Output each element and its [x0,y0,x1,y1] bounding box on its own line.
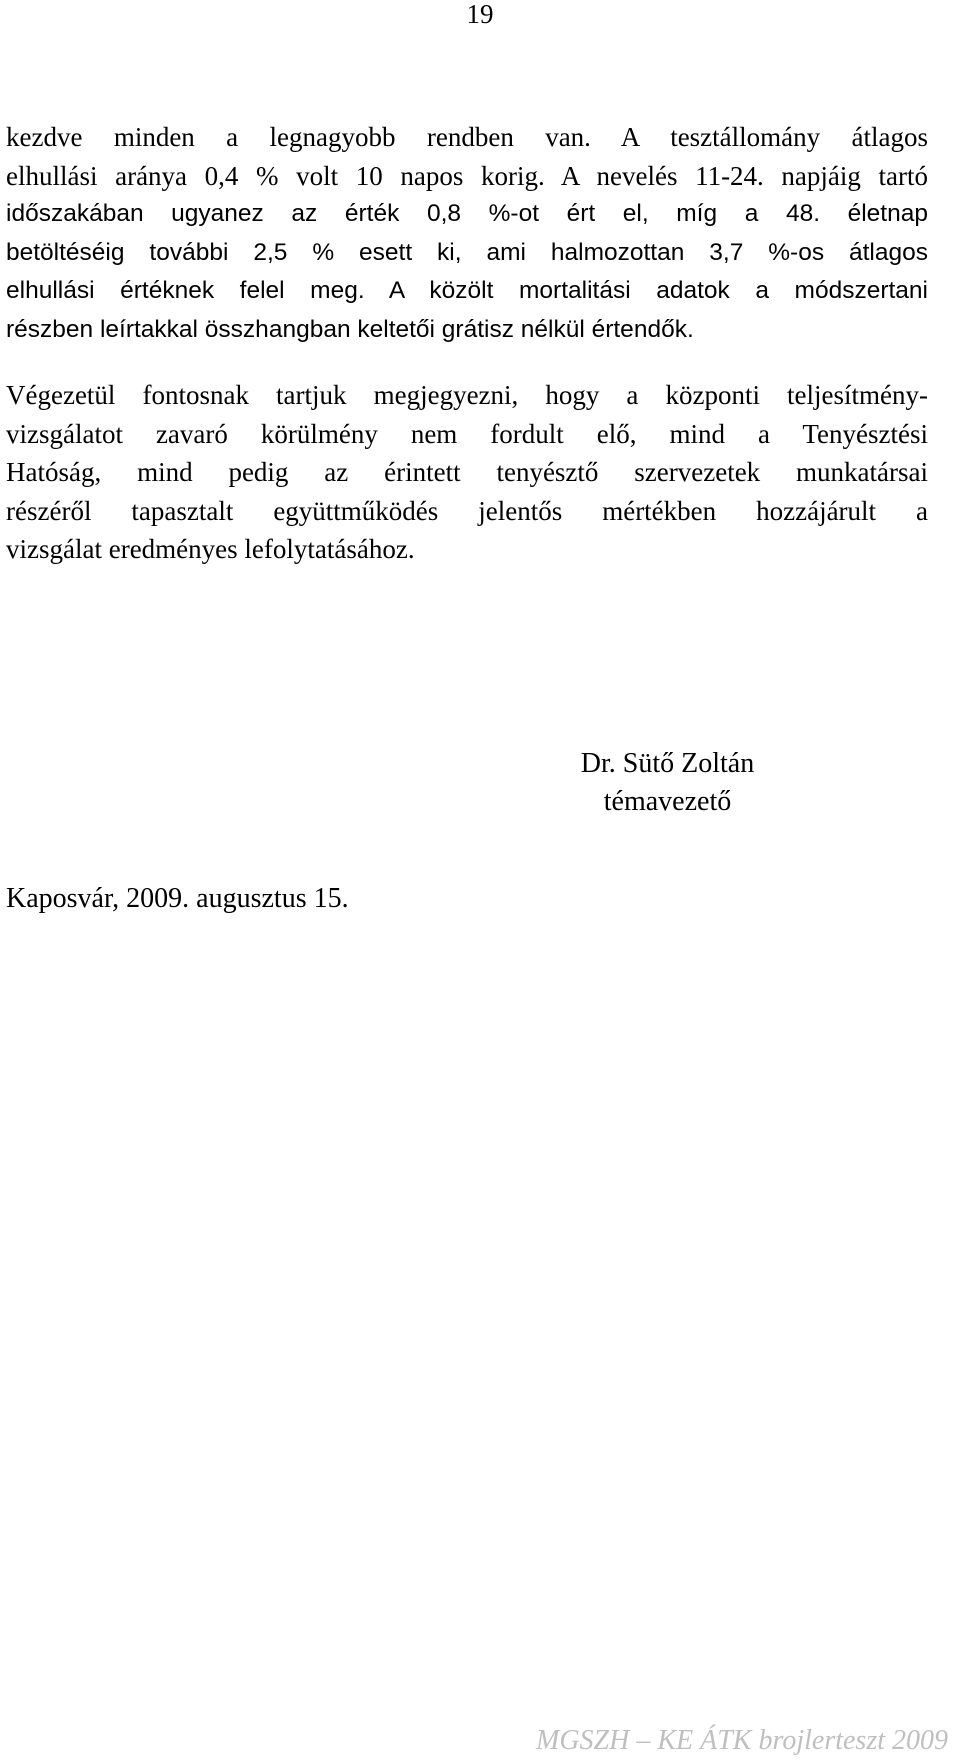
paragraph-line: elhullási értéknek felel meg. A közölt mortalitási adatok a módszertani [6,277,928,304]
paragraph-line: kezdve minden a legnagyobb rendben van. A tesztállomány átlagos [6,122,928,152]
paragraph-line: vizsgálat eredményes lefolytatásához. [6,534,415,564]
paragraph-mortality [6,118,928,349]
footer: MGSZH – KE ÁTK brojlerteszt 2009 [536,1725,948,1756]
paragraph-line: Végezetül fontosnak tartjuk megjegyezni, hogy a központi teljesítmény- [6,380,928,410]
place-date: Kaposvár, 2009. augusztus 15. [6,883,349,914]
paragraph-line: betöltéséig további 2,5 % esett ki, ami halmozottan 3,7 %-os átlagos [6,238,928,266]
paragraph-line: részéről tapasztalt együttműködés jelentős mértékben hozzájárult a [6,495,928,526]
signature-role: témavezető [603,786,732,817]
paragraph-line: részben leírtakkal összhangban keltetői grátisz nélkül értendők. [6,315,694,343]
paragraph-line: Hatóság, mind pedig az érintett tenyésztő szervezetek munkatársai [6,457,928,487]
paragraph-line: vizsgálatot zavaró körülmény nem fordult elő, mind a Tenyésztési [6,418,928,449]
page-number: 19 [466,0,494,29]
paragraph-line: elhullási aránya 0,4 % volt 10 napos korig. A nevelés 11-24. napjáig tartó [6,160,928,191]
paragraph-line: időszakában ugyanez az érték 0,8 %-ot ért el, míg a 48. életnap [6,200,928,227]
paragraph-conclusion [6,376,928,569]
signature-block [570,745,765,821]
signature-name: Dr. Sütő Zoltán [580,748,755,779]
